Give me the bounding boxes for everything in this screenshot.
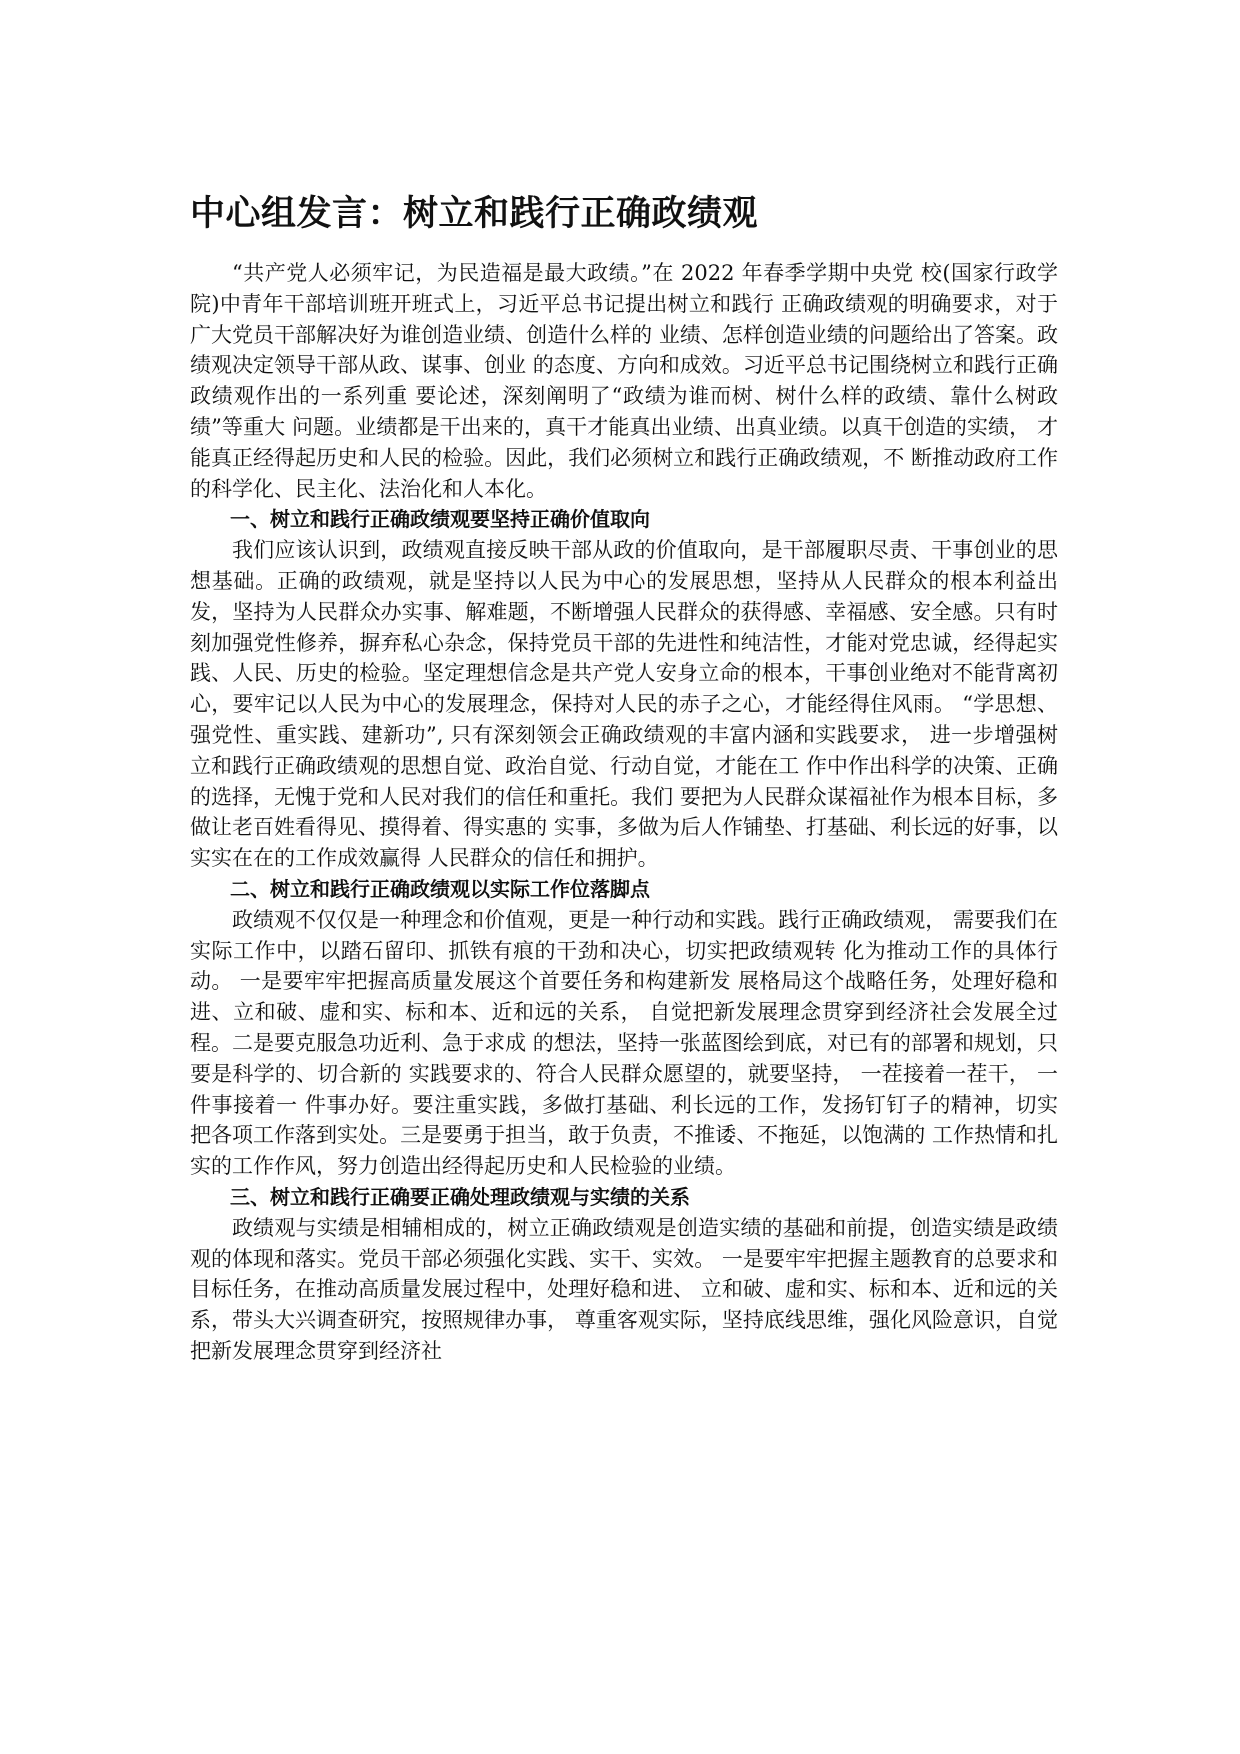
section-1-paragraph: 我们应该认识到，政绩观直接反映干部从政的价值取向，是干部履职尽责、干事创业的思想基础。正确的政绩观，就是坚持以人民为中心的发展思想，坚持从人民群众的根本利益出发，坚持为人民群众办实事、解难题，不断增强人民群众的获得感、幸福感、安全感。只有时刻加强党性修养，摒弃私心杂念，保持党员干部的先进性和纯洁性，才能对党忠诚，经得起实践、人民、历史的检验。坚定理想信念是共产党人安身立命的根本，干事创业绝对不能背离初心，要牢记以人民为中心的发展理念，保持对人民的赤子之心，才能经得住风雨。 “学思想、 强党性、重实践、建新功”, 只有深刻领会正确政绩观的丰富内涵和实践要求， 进一步增强树立和践行正确政绩观的思想自觉、政治自觉、行动自觉，才能在工 作中作出科学的决策、正确的选择，无愧于党和人民对我们的信任和重托。我们 要把为人民群众谋福祉作为根本目标，多做让老百姓看得见、摸得着、得实惠的 实事，多做为后人作铺垫、打基础、利长远的好事，以实实在在的工作成效赢得 人民群众的信任和拥护。 xyxy=(190,538,1058,871)
section-2-paragraph: 政绩观不仅仅是一种理念和价值观，更是一种行动和实践。践行正确政绩观， 需要我们在实际工作中，以踏石留印、抓铁有痕的干劲和决心，切实把政绩观转 化为推动工作的具体行动。 一是要牢牢把握高质量发展这个首要任务和构建新发 展格局这个战略任务，处理好稳和进、立和破、虚和实、标和本、近和远的关系， 自觉把新发展理念贯穿到经济社会发展全过程。二是要克服急功近利、急于求成 的想法，坚持一张蓝图绘到底，对已有的部署和规划，只要是科学的、切合新的 实践要求的、符合人民群众愿望的，就要坚持， 一茬接着一茬干， 一件事接着一 件事办好。要注重实践，多做打基础、利长远的工作，发扬钉钉子的精神，切实 把各项工作落到实处。三是要勇于担当，敢于负责，不推诿、不拖延，以饱满的 工作热情和扎实的工作作风，努力创造出经得起历史和人民检验的业绩。 xyxy=(190,907,1058,1179)
document-title: 中心组发言：树立和践行正确政绩观 xyxy=(190,194,759,234)
section-2-heading: 二、树立和践行正确政绩观以实际工作位落脚点 xyxy=(230,876,650,901)
intro-paragraph: “共产党人必须牢记，为民造福是最大政绩。”在 2022 年春季学期中央党 校(国家行政学院)中青年干部培训班开班式上，习近平总书记提出树立和践行 正确政绩观的明确要求，对于广大党员干部解决好为谁创造业绩、创造什么样的 业绩、怎样创造业绩的问题给出了答案。政绩观决定领导干部从政、谋事、创业 的态度、方向和成效。习近平总书记围绕树立和践行正确政绩观作出的一系列重 要论述，深刻阐明了“政绩为谁而树、树什么样的政绩、靠什么树政绩”等重大 问题。业绩都是干出来的，真干才能真出业绩、出真业绩。以真干创造的实绩， 才能真正经得起历史和人民的检验。因此，我们必须树立和践行正确政绩观，不 断推动政府工作的科学化、民主化、法治化和人本化。 xyxy=(190,261,1058,501)
section-3-heading: 三、树立和践行正确要正确处理政绩观与实绩的关系 xyxy=(230,1184,690,1209)
section-3-paragraph: 政绩观与实绩是相辅相成的，树立正确政绩观是创造实绩的基础和前提，创造实绩是政绩观的体现和落实。党员干部必须强化实践、实干、实效。 一是要牢牢把握主题教育的总要求和目标任务，在推动高质量发展过程中，处理好稳和进、 立和破、虚和实、标和本、近和远的关系，带头大兴调查研究，按照规律办事， 尊重客观实际，坚持底线思维，强化风险意识，自觉把新发展理念贯穿到经济社 xyxy=(190,1215,1058,1363)
document-body xyxy=(190,258,1058,1367)
section-1-heading: 一、树立和践行正确政绩观要坚持正确价值取向 xyxy=(230,507,650,532)
